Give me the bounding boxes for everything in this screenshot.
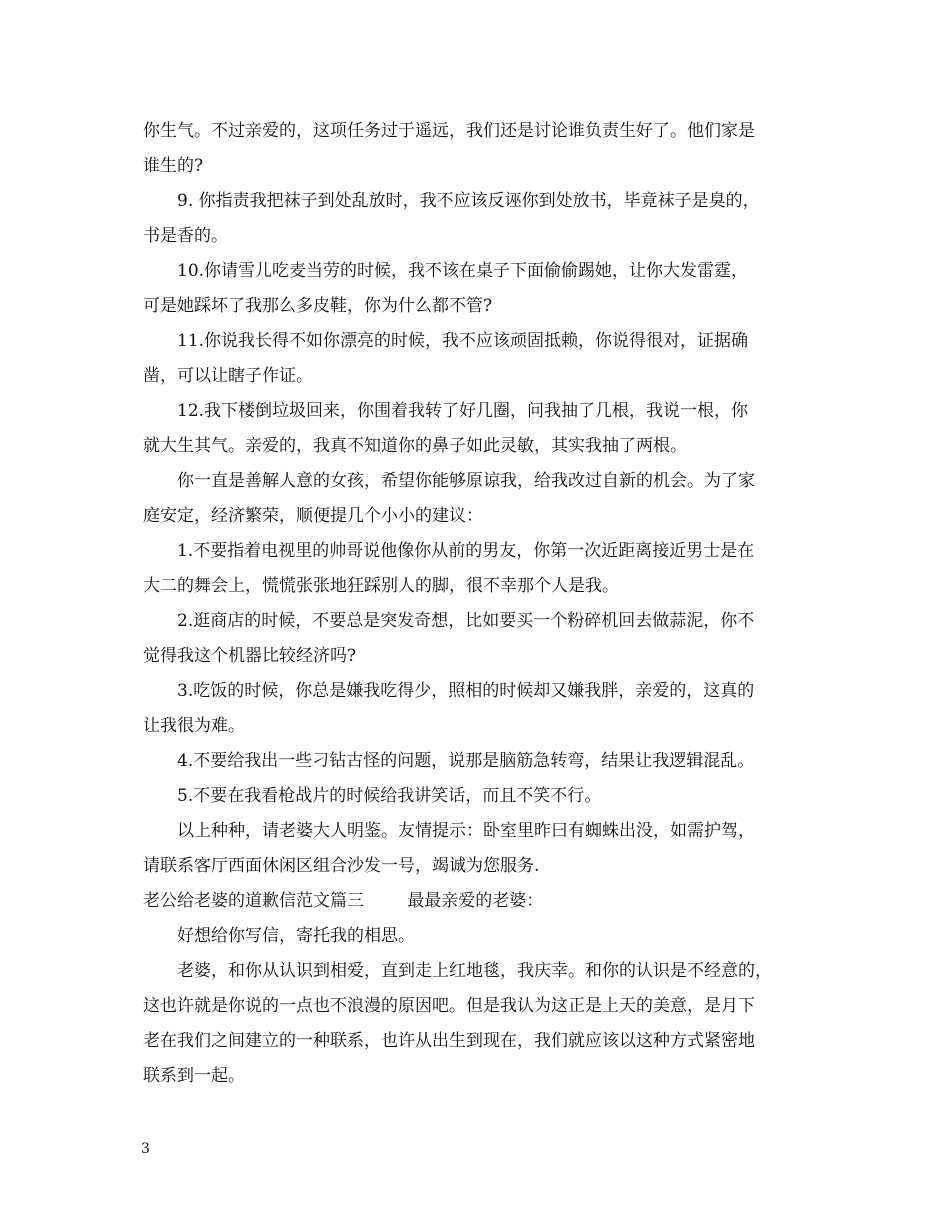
text-line: 请联系客厅西面休闲区组合沙发一号，竭诚为您服务. (143, 856, 540, 876)
text-line: 10.你请雪儿吃麦当劳的时候，我不该在桌子下面偷偷踢她，让你大发雷霆， (177, 261, 749, 281)
text-line: 9. 你指责我把袜子到处乱放时，我不应该反诬你到处放书，毕竟袜子是臭的， (177, 191, 760, 211)
text-line: 1.不要指着电视里的帅哥说他像你从前的男友，你第一次近距离接近男士是在 (177, 541, 755, 561)
text-line: 可是她踩坏了我那么多皮鞋，你为什么都不管? (143, 296, 493, 316)
text-line: 谁生的? (143, 156, 204, 176)
text-line: 好想给你写信，寄托我的相思。 (177, 926, 415, 946)
text-line: 以上种种，请老婆大人明鉴。友情提示：卧室里昨曰有蜘蛛出没，如需护驾， (177, 821, 755, 841)
text-line: 你一直是善解人意的女孩，希望你能够原谅我，给我改过自新的机会。为了家 (177, 471, 755, 491)
text-line: 大二的舞会上，慌慌张张地狂踩别人的脚，很不幸那个人是我。 (143, 576, 619, 596)
text-line: 联系到一起。 (143, 1066, 245, 1086)
text-line: 你生气。不过亲爱的，这项任务过于遥远，我们还是讨论谁负责生好了。他们家是 (143, 121, 755, 141)
text-line: 这也许就是你说的一点也不浪漫的原因吧。但是我认为这正是上天的美意，是月下 (143, 996, 755, 1016)
text-line: 觉得我这个机器比较经济吗? (143, 646, 357, 666)
text-line: 2.逛商店的时候，不要总是突发奇想，比如要买一个粉碎机回去做蒜泥，你不 (177, 611, 755, 631)
text-line: 3.吃饭的时候，你总是嫌我吃得少，照相的时候却又嫌我胖，亲爱的，这真的 (177, 681, 755, 701)
text-line: 老婆，和你从认识到相爱，直到走上红地毯，我庆幸。和你的认识是不经意的， (177, 961, 772, 981)
text-line: 5.不要在我看枪战片的时候给我讲笑话，而且不笑不行。 (177, 786, 602, 806)
text-line: 4.不要给我出一些刁钻古怪的问题，说那是脑筋急转弯，结果让我逻辑混乱。 (177, 751, 755, 771)
text-line: 让我很为难。 (143, 716, 245, 736)
document-body (143, 114, 815, 1094)
text-line: 凿，可以让瞎子作证。 (143, 366, 313, 386)
section-heading: 老公给老婆的道歉信范文篇三 最最亲爱的老婆： (143, 891, 544, 911)
page-number: 3 (141, 1141, 150, 1157)
text-line: 就大生其气。亲爱的，我真不知道你的鼻子如此灵敏，其实我抽了两根。 (143, 436, 687, 456)
text-line: 12.我下楼倒垃圾回来，你围着我转了好几圈，问我抽了几根，我说一根，你 (177, 401, 749, 421)
text-line: 庭安定，经济繁荣，顺便提几个小小的建议： (143, 506, 483, 526)
text-line: 11.你说我长得不如你漂亮的时候，我不应该顽固抵赖，你说得很对，证据确 (177, 331, 749, 351)
text-line: 老在我们之间建立的一种联系，也许从出生到现在，我们就应该以这种方式紧密地 (143, 1031, 755, 1051)
text-line: 书是香的。 (143, 226, 228, 246)
